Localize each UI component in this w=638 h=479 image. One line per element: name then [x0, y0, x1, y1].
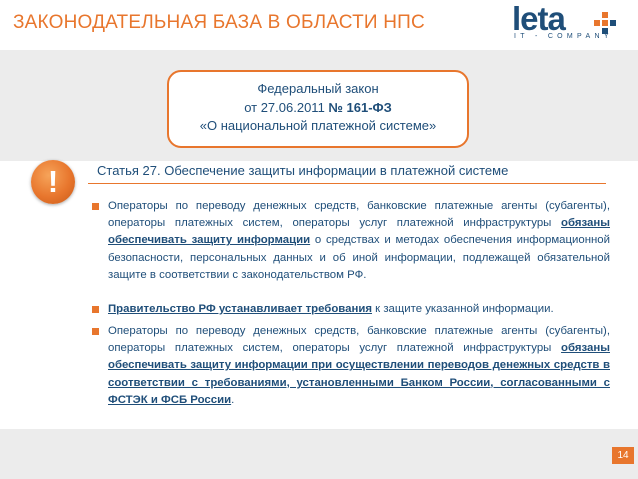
bullet-icon — [92, 328, 99, 335]
article-heading: Статья 27. Обеспечение защиты информации в платежной системе — [97, 163, 509, 178]
law-callout — [167, 70, 469, 148]
slide-footer — [0, 429, 638, 479]
bullet-icon — [92, 203, 99, 210]
slide-title: ЗАКОНОДАТЕЛЬНАЯ БАЗА В ОБЛАСТИ НПС — [13, 12, 425, 33]
law-date: от 27.06.2011 — [244, 99, 329, 115]
warning-symbol: ! — [47, 164, 59, 199]
law-type: Федеральный закон — [257, 81, 379, 96]
logo-cross-icon — [594, 12, 616, 34]
slide-header — [0, 0, 638, 50]
law-date-line — [169, 99, 467, 118]
bullet-list — [92, 198, 610, 409]
bullet-icon — [92, 306, 99, 313]
list-item: Операторы по переводу денежных средств, банковские платежные агенты (субагенты), операторы платежных систем, операторы услуг платежной инфраструктуры обязаны обеспечивать защиту информации о средствах и методах обеспечения информационной безопасности, персональных данных и об иной информации, подлежащей обязательной защите в соответствии с законодательством РФ. — [92, 198, 610, 301]
highlight-text: Правительство РФ устанавливает требования — [108, 303, 373, 315]
page-number: 14 — [612, 447, 634, 464]
law-number: № 161-ФЗ — [328, 99, 392, 115]
company-logo — [512, 0, 630, 46]
highlight-text: обязаны обеспечивать защиту информации — [108, 217, 610, 247]
list-item: Правительство РФ устанавливает требования к защите указанной информации. — [92, 301, 610, 323]
logo-wordmark: leta — [512, 0, 565, 37]
article-underline — [88, 183, 606, 184]
highlight-text: обязаны обеспечивать защиту информации при осуществлении переводов денежных средств в соответствии с требованиями, установленными Банком России, согласованными с ФСТЭК и ФСБ России — [108, 342, 610, 406]
list-item: Операторы по переводу денежных средств, банковские платежные агенты (субагенты), операторы платежных систем, операторы услуг платежной инфраструктуры обязаны обеспечивать защиту информации при осуществлении переводов денежных средств в соответствии с требованиями, установленными Банком России, согласованными с ФСТЭК и ФСБ России. — [92, 323, 610, 409]
law-title: «О национальной платежной системе» — [199, 118, 437, 133]
warning-icon — [31, 160, 75, 204]
logo-tagline: IT - COMPANY — [514, 33, 613, 40]
